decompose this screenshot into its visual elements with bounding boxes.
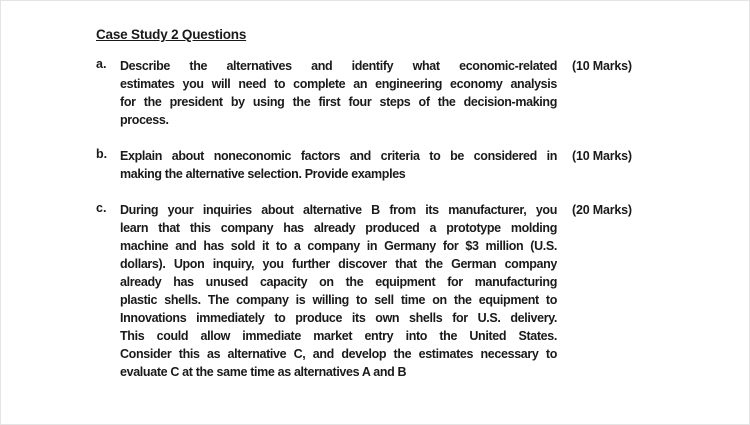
text-line: evaluate C at the same time as alternatives A and B — [120, 365, 407, 379]
text-line: learn that this company has already produced a prototype molding — [120, 221, 557, 235]
text-line: for the president by using the first four steps of the decision-making — [120, 95, 557, 109]
marks-label: (10 Marks) — [572, 149, 632, 163]
question-text — [120, 57, 557, 129]
text-line: machine and has sold it to a company in Germany for $3 million (U.S. — [120, 239, 557, 253]
question-letter: a. — [96, 57, 107, 71]
text-line: process. — [120, 113, 169, 127]
text-line: During your inquiries about alternative B from its manufacturer, you — [120, 203, 557, 217]
text-line: This could allow immediate market entry into the United States. — [120, 329, 557, 343]
text-line: Describe the alternatives and identify what economic-related — [120, 59, 557, 73]
marks-label: (20 Marks) — [572, 203, 632, 217]
question-text — [120, 201, 557, 381]
text-line: estimates you will need to complete an engineering economy analysis — [120, 77, 557, 91]
text-line: Explain about noneconomic factors and criteria to be considered in — [120, 149, 557, 163]
text-line: already has unused capacity on the equipment for manufacturing — [120, 275, 557, 289]
text-line: dollars). Upon inquiry, you further discover that the German company — [120, 257, 557, 271]
page-title: Case Study 2 Questions — [96, 27, 247, 42]
text-line: plastic shells. The company is willing to sell time on the equipment to — [120, 293, 557, 307]
text-line: making the alternative selection. Provide examples — [120, 167, 406, 181]
question-text — [120, 147, 557, 183]
question-letter: b. — [96, 147, 108, 161]
text-line: Consider this as alternative C, and develop the estimates necessary to — [120, 347, 557, 361]
question-letter: c. — [96, 201, 107, 215]
text-line: Innovations immediately to produce its own shells for U.S. delivery. — [120, 311, 557, 325]
marks-label: (10 Marks) — [572, 59, 632, 73]
